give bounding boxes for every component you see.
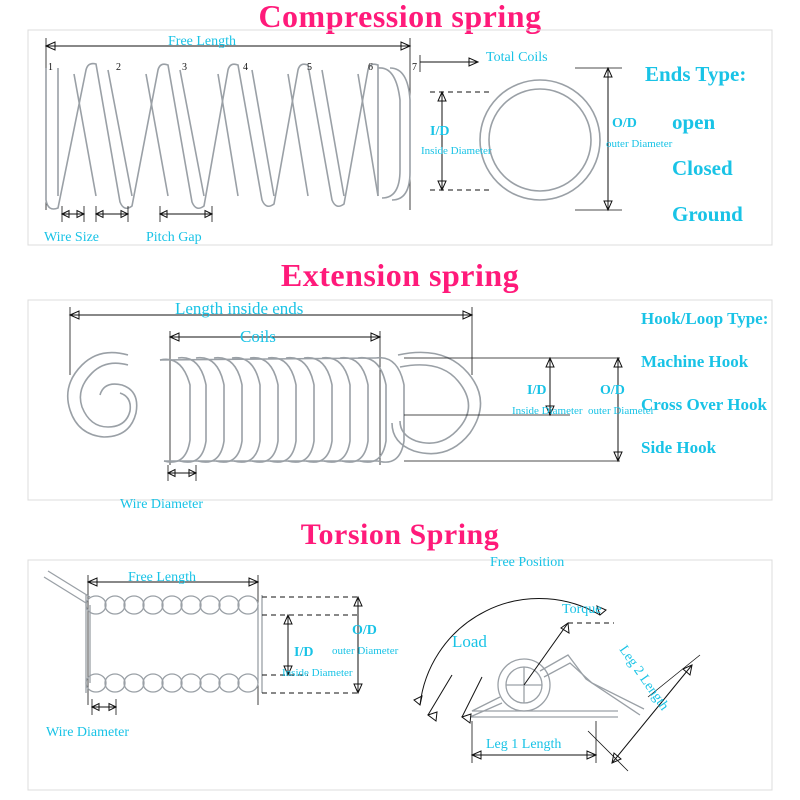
outer-diameter-sublabel: outer Diameter bbox=[606, 138, 673, 150]
ends-type-closed: Closed bbox=[672, 156, 733, 180]
extension-spring-diagram bbox=[0, 255, 800, 515]
torque-label: Torque bbox=[562, 602, 602, 617]
ends-type-heading: Ends Type: bbox=[645, 62, 747, 86]
pitch-gap-label: Pitch Gap bbox=[146, 230, 202, 245]
free-position-label: Free Position bbox=[490, 555, 565, 570]
coil-number-2: 2 bbox=[116, 62, 121, 73]
extension-wire-diameter-label: Wire Diameter bbox=[120, 497, 204, 512]
torsion-spring-section bbox=[0, 515, 800, 800]
torsion-outer-diameter-sublabel: outer Diameter bbox=[332, 645, 399, 657]
wire-size-label: Wire Size bbox=[44, 230, 100, 245]
coil-number-4: 4 bbox=[243, 62, 248, 73]
torsion-inside-diameter-label: I/D bbox=[294, 645, 314, 660]
compression-spring-section bbox=[0, 0, 800, 255]
extension-spring-section bbox=[0, 255, 800, 515]
free-length-label: Free Length bbox=[168, 34, 237, 49]
extension-outer-diameter-sublabel: outer Diameter bbox=[588, 405, 655, 417]
extension-spring-title: Extension spring bbox=[280, 257, 520, 293]
torsion-spring-title: Torsion Spring bbox=[300, 518, 500, 551]
torsion-inside-diameter-sublabel: Inside Diameter bbox=[282, 667, 353, 679]
coils-label: Coils bbox=[240, 327, 276, 346]
length-inside-ends-label: Length inside ends bbox=[175, 299, 304, 318]
hook-type-cross-over-hook: Cross Over Hook bbox=[641, 395, 767, 414]
torsion-wire-diameter-label: Wire Diameter bbox=[46, 725, 130, 740]
coil-number-7: 7 bbox=[412, 62, 417, 73]
coil-number-5: 5 bbox=[307, 62, 312, 73]
ends-type-ground: Ground bbox=[672, 202, 743, 226]
inside-diameter-label: I/D bbox=[430, 124, 450, 139]
coil-number-3: 3 bbox=[182, 62, 187, 73]
leg2-length-label: Leg 2 Length bbox=[615, 643, 672, 714]
extension-outer-diameter-label: O/D bbox=[600, 383, 625, 398]
extension-inside-diameter-sublabel: Inside Diameter bbox=[512, 405, 583, 417]
torsion-outer-diameter-label: O/D bbox=[352, 623, 377, 638]
inside-diameter-sublabel: Inside Diameter bbox=[421, 145, 492, 157]
extension-inside-diameter-label: I/D bbox=[527, 383, 547, 398]
leg1-length-label: Leg 1 Length bbox=[486, 737, 562, 752]
ends-type-open: open bbox=[672, 110, 716, 134]
coil-number-1: 1 bbox=[48, 62, 53, 73]
load-label: Load bbox=[452, 632, 487, 651]
hook-type-side-hook: Side Hook bbox=[641, 438, 717, 457]
hook-type-machine-hook: Machine Hook bbox=[641, 352, 749, 371]
compression-spring-title: Compression spring bbox=[258, 0, 542, 34]
hook-type-heading: Hook/Loop Type: bbox=[641, 309, 769, 328]
total-coils-label: Total Coils bbox=[486, 50, 548, 65]
torsion-free-length-label: Free Length bbox=[128, 570, 197, 585]
torsion-spring-diagram bbox=[0, 515, 800, 800]
coil-number-6: 6 bbox=[368, 62, 373, 73]
outer-diameter-label: O/D bbox=[612, 116, 637, 131]
